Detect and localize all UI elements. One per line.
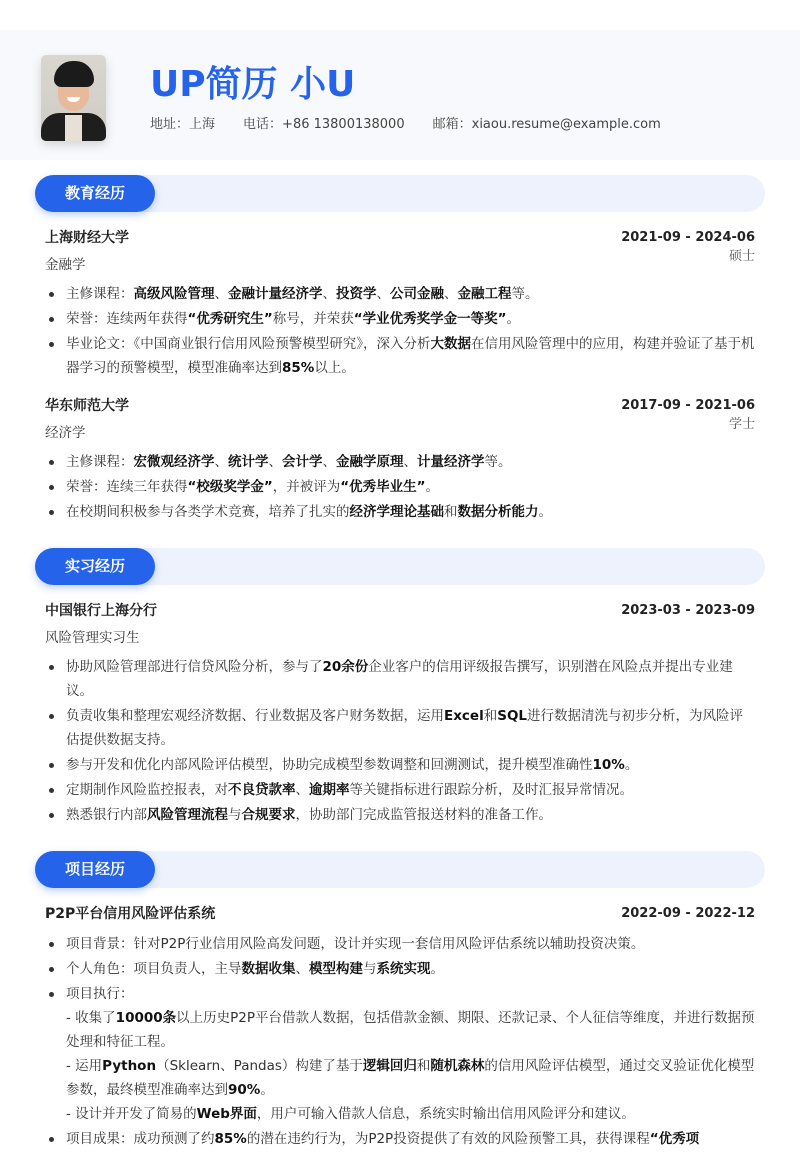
text-segment: 项目背景：针对P2P行业信用风险高发问题，设计并实现一套信用风险评估系统以辅助投资决策。 (66, 936, 645, 952)
highlight-text: 随机森林 (430, 1058, 485, 1074)
section-title: 项目经历 (35, 851, 155, 888)
entry-date: 2021-09 - 2024-06 (621, 230, 755, 245)
highlight-text: “校级奖学金” (187, 479, 273, 495)
highlight-text: “优秀研究生” (187, 311, 273, 327)
bullet-item (45, 332, 755, 380)
text-segment: 。 (260, 1082, 274, 1098)
section-1 (0, 175, 800, 524)
text-segment: 荣誉：连续两年获得 (66, 311, 188, 327)
section-2 (0, 548, 800, 827)
entry-title: P2P平台信用风险评估系统 (45, 906, 216, 922)
text-segment: 、 (403, 454, 417, 470)
bullet-item (45, 307, 755, 331)
highlight-text: 合规要求 (241, 807, 296, 823)
highlight-text: 投资学 (336, 286, 377, 302)
entry (0, 599, 800, 827)
bullet-list (45, 282, 755, 380)
contact-label: 邮箱： (432, 117, 472, 132)
bullet-item (45, 500, 755, 524)
entry-header (45, 394, 755, 418)
highlight-text: “优秀毕业生” (340, 479, 426, 495)
contact-item (243, 117, 405, 132)
text-segment: 个人角色：项目负责人，主导 (66, 961, 242, 977)
highlight-text: 金融学原理 (336, 454, 404, 470)
bullet-item (45, 475, 755, 499)
text-segment: 项目成果：成功预测了约 (66, 1131, 215, 1147)
section-title: 教育经历 (35, 175, 155, 212)
text-segment: 荣誉：连续三年获得 (66, 479, 188, 495)
text-segment: 等关键指标进行跟踪分析，及时汇报异常情况。 (349, 782, 633, 798)
text-segment: 等。 (511, 286, 539, 302)
text-segment: ，协助部门完成监管报送材料的准备工作。 (295, 807, 552, 823)
profile-photo (41, 55, 106, 141)
text-segment: 、 (295, 782, 309, 798)
text-segment: 在校期间积极参与各类学术竞赛，培养了扎实的 (66, 504, 350, 520)
highlight-text: 金融工程 (457, 286, 512, 302)
contact-label: 电话： (243, 117, 283, 132)
highlight-text: 宏微观经济学 (133, 454, 215, 470)
highlight-text: Web界面 (196, 1106, 257, 1122)
entry-degree: 学士 (728, 417, 755, 432)
text-segment: 、 (214, 454, 228, 470)
bullet-list (45, 932, 755, 1151)
text-segment: 以上。 (314, 360, 355, 376)
text-segment: 、 (444, 286, 458, 302)
entry-header (45, 599, 755, 623)
bullet-item (45, 982, 755, 1126)
text-segment: 、 (322, 286, 336, 302)
section-header (35, 175, 765, 212)
text-segment: 与 (228, 807, 242, 823)
highlight-text: 数据收集 (241, 961, 296, 977)
text-segment: - 运用 (66, 1058, 103, 1074)
text-segment: 。 (624, 757, 639, 773)
highlight-text: 统计学 (228, 454, 269, 470)
text-segment: 主修课程： (66, 286, 134, 302)
text-segment: 在信用风险管理中的应用，构建并验证了基于机器学习的预警模型，模型准确率达到 (66, 336, 755, 376)
text-segment: ，并被评为 (272, 479, 341, 495)
section-header (35, 851, 765, 888)
highlight-text: Python (102, 1058, 157, 1074)
bullet-item (45, 803, 755, 827)
highlight-text: 系统实现 (376, 961, 431, 977)
highlight-text: 逻辑回归 (362, 1058, 417, 1074)
section-header (35, 548, 765, 585)
text-segment: 负责收集和整理宏观经济数据、行业数据及客户财务数据，运用 (66, 708, 444, 724)
text-segment: 、 (268, 454, 282, 470)
text-segment: 。 (430, 961, 444, 977)
text-segment: 、 (322, 454, 336, 470)
highlight-text: 85% (282, 360, 315, 376)
text-segment: - 设计并开发了简易的 (66, 1106, 197, 1122)
text-segment: 参与开发和优化内部风险评估模型，协助完成模型参数调整和回溯测试，提升模型准确性 (66, 757, 593, 773)
text-segment: 项目执行： (66, 986, 134, 1002)
highlight-text: 不良贷款率 (228, 782, 296, 798)
entry (0, 226, 800, 380)
bullet-item (45, 778, 755, 802)
entry-title: 上海财经大学 (45, 230, 129, 246)
entry-date: 2023-03 - 2023-09 (621, 603, 755, 618)
highlight-text: 数据分析能力 (457, 504, 539, 520)
text-segment: 进行数据清洗与初步分析，为风险评估提供数据支持。 (66, 708, 744, 748)
contact-label: 地址： (150, 117, 190, 132)
text-segment: （Sklearn、Pandas）构建了基于 (156, 1058, 363, 1074)
highlight-text: 经济学理论基础 (349, 504, 444, 520)
section-title: 实习经历 (35, 548, 155, 585)
text-segment: 企业客户的信用评级报告撰写，识别潜在风险点并提出专业建议。 (66, 659, 733, 699)
entry-header (45, 226, 755, 250)
text-segment: 定期制作风险监控报表，对 (66, 782, 228, 798)
contact-value: 上海 (189, 117, 216, 132)
text-segment: 熟悉银行内部 (66, 807, 147, 823)
entry-title: 中国银行上海分行 (45, 603, 157, 619)
highlight-text: “优秀项 (649, 1131, 700, 1147)
text-segment: 。 (425, 479, 439, 495)
text-segment: 、 (214, 286, 228, 302)
entry-role: 经济学 (45, 425, 86, 441)
section-3 (0, 851, 800, 1151)
contact-item (433, 117, 661, 132)
text-segment: 以上历史P2P平台借款人数据，包括借款金额、期限、还款记录、个人征信等维度，并进行数据预处理和特征工程。 (66, 1010, 755, 1050)
highlight-text: Excel (444, 708, 484, 724)
bullet-list (45, 450, 755, 524)
bullet-item (45, 282, 755, 306)
resume-body (0, 175, 800, 1175)
text-segment: 、 (376, 286, 390, 302)
bullet-item (45, 1127, 755, 1151)
text-segment: 与 (363, 961, 377, 977)
candidate-name: UP简历 小U (150, 64, 356, 105)
entry-subheader (45, 250, 755, 276)
bullet-list (45, 655, 755, 827)
text-segment: 的信用风险评估模型，通过交叉验证优化模型参数，最终模型准确率达到 (66, 1058, 755, 1098)
highlight-text: 风险管理流程 (147, 807, 228, 823)
entry-subheader (45, 418, 755, 444)
highlight-text: 90% (228, 1082, 261, 1098)
entry-header (45, 902, 755, 926)
text-segment: 等。 (484, 454, 512, 470)
contact-value: +86 13800138000 (282, 117, 405, 132)
text-segment: 和 (416, 1058, 431, 1074)
contact-item (150, 117, 215, 132)
entry (0, 394, 800, 524)
text-segment: 、 (295, 961, 309, 977)
contact-info (150, 113, 689, 132)
highlight-text: 高级风险管理 (133, 286, 215, 302)
text-segment: 称号，并荣获 (272, 311, 354, 327)
text-segment: 的潜在违约行为，为P2P投资提供了有效的风险预警工具，获得课程 (246, 1131, 650, 1147)
highlight-text: 金融计量经济学 (228, 286, 323, 302)
text-segment: ，用户可输入借款人信息，系统实时输出信用风险评分和建议。 (256, 1106, 635, 1122)
entry-subheader (45, 623, 755, 649)
highlight-text: 10% (592, 757, 625, 773)
bullet-item (45, 450, 755, 474)
text-segment: 和 (444, 504, 458, 520)
text-segment: 和 (483, 708, 498, 724)
text-segment: - 收集了 (66, 1010, 116, 1026)
bullet-item (45, 932, 755, 956)
entry-role: 金融学 (45, 257, 86, 273)
entry-date: 2017-09 - 2021-06 (621, 398, 755, 413)
text-segment: 协助风险管理部进行信贷风险分析，参与了 (66, 659, 323, 675)
highlight-text: 85% (214, 1131, 247, 1147)
entry (0, 902, 800, 1151)
highlight-text: 大数据 (430, 336, 471, 352)
text-segment: 主修课程： (66, 454, 134, 470)
entry-date: 2022-09 - 2022-12 (621, 906, 755, 921)
highlight-text: 10000条 (115, 1010, 177, 1026)
text-segment: 。 (538, 504, 552, 520)
highlight-text: 逾期率 (309, 782, 350, 798)
highlight-text: 20余份 (322, 659, 369, 675)
highlight-text: 模型构建 (309, 961, 363, 977)
entry-role: 风险管理实习生 (45, 630, 140, 646)
text-segment: 毕业论文：《中国商业银行信用风险预警模型研究》，深入分析 (66, 336, 431, 352)
bullet-item (45, 655, 755, 703)
bullet-item (45, 957, 755, 981)
bullet-item (45, 753, 755, 777)
highlight-text: 公司金融 (390, 286, 444, 302)
entry-title: 华东师范大学 (45, 398, 129, 414)
entry-degree: 硕士 (728, 249, 755, 264)
contact-value: xiaou.resume@example.com (471, 117, 661, 132)
text-segment: 。 (506, 311, 520, 327)
highlight-text: 计量经济学 (417, 454, 485, 470)
bullet-item (45, 704, 755, 752)
resume-header (0, 30, 800, 160)
highlight-text: 会计学 (282, 454, 323, 470)
highlight-text: SQL (497, 708, 528, 724)
highlight-text: “学业优秀奖学金一等奖” (353, 311, 507, 327)
